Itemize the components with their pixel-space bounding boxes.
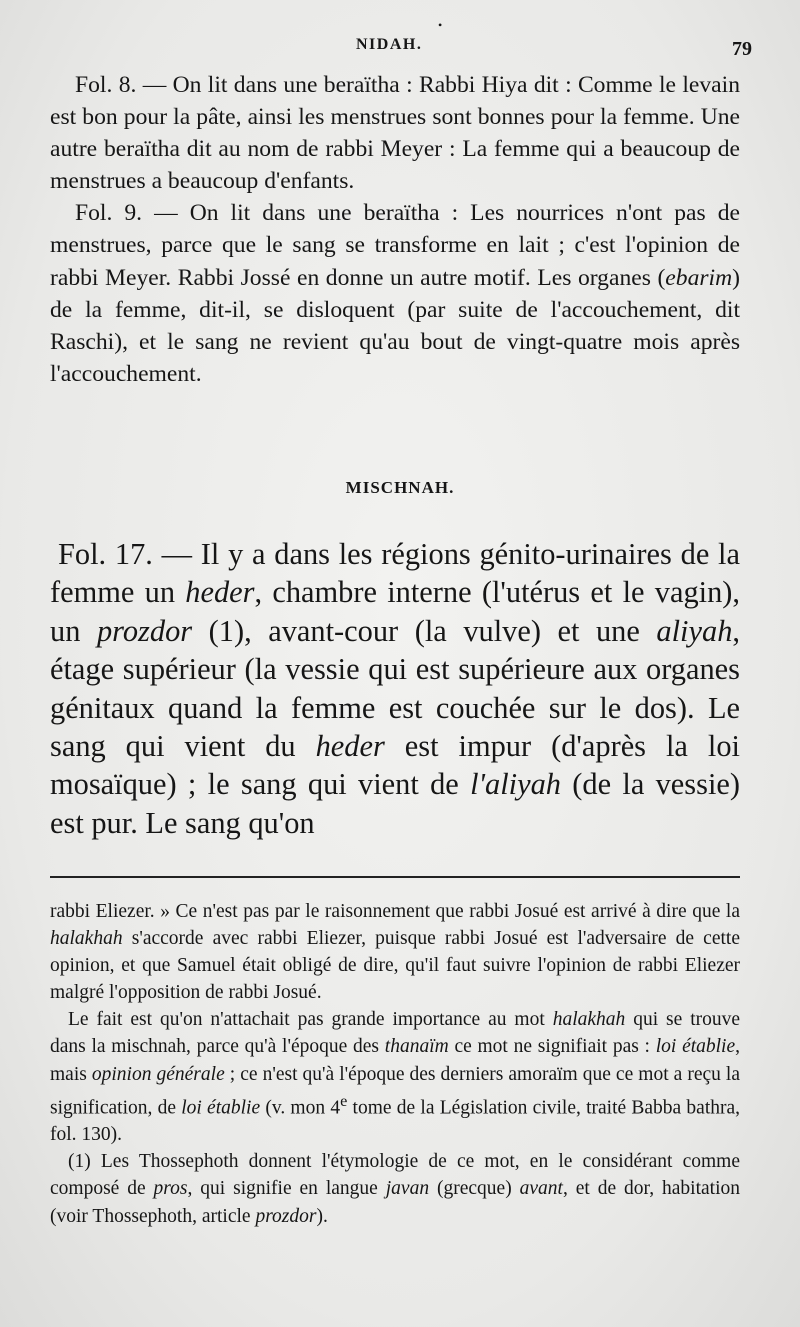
footnote-continuation: rabbi Eliezer. » Ce n'est pas par le raisonnement que rabbi Josué est arrivé à dire que la halakhah s'accorde avec rabbi Eliezer, puisque rabbi Josué est l'adversaire de cette opinion, et que Samuel était obligé de dire, qu'il faut suivre l'opinion de rabbi Eliezer malgré l'opposition de rabbi Josué. [50,901,740,1004]
footnote-1-prozdor: (1) Les Thossephoth donnent l'étymologie de ce mot, en le considérant comme composé de pros, qui signifie en langue javan (grecque) avant, et de dor, habitation (voir Thossephoth, article prozdor). [50,1151,741,1227]
body-text-large [50,535,740,842]
page-header [0,18,800,70]
page-number: 79 [732,38,752,60]
footnotes [50,898,740,1230]
body-text-small [50,69,740,390]
running-title: NIDAH. [356,36,423,53]
footnote-halakhah: Le fait est qu'on n'attachait pas grande importance au mot halakhah qui se trouve dans la mischnah, parce qu'à l'époque des thanaïm ce mot ne signifiait pas : loi établie, mais opinion générale ; ce n'est qu'à l'époque des derniers amoraïm que ce mot a reçu la signification, de loi établie (v. mon 4e tome de la Législation civile, traité Babba bathra, fol. 130). [50,1009,741,1146]
section-heading: MISCHNAH. [345,478,455,497]
paragraph-fol-9: Fol. 9. — On lit dans une beraïtha : Les nourrices n'ont pas de menstrues, parce que le sang se transforme en lait ; c'est l'opinion de rabbi Meyer. Rabbi Jossé en donne un autre motif. Les organes (ebarim) de la femme, dit-il, se disloquent (par suite de l'accouchement, dit Raschi), et le sang ne revient qu'au bout de vingt-quatre mois après l'accouchement. [50,200,740,387]
footnote-divider [50,876,740,878]
print-mark: • [438,18,443,32]
paragraph-fol-17: Fol. 17. — Il y a dans les régions génito-urinaires de la femme un heder, chambre interne (l'utérus et le vagin), un prozdor (1), avant-cour (la vulve) et une aliyah, étage supérieur (la vessie qui est supérieure aux organes génitaux quand la femme est couchée sur le dos). Le sang qui vient du heder est impur (d'après la loi mosaïque) ; le sang qui vient de l'aliyah (de la vessie) est pur. Le sang qu'on [50,537,740,840]
paragraph-fol-8: Fol. 8. — On lit dans une beraïtha : Rabbi Hiya dit : Comme le levain est bon pour la pâte, ainsi les menstrues sont bonnes pour la femme. Une autre beraïtha dit au nom de rabbi Meyer : La femme qui a beaucoup de menstrues a beaucoup d'enfants. [50,72,740,195]
